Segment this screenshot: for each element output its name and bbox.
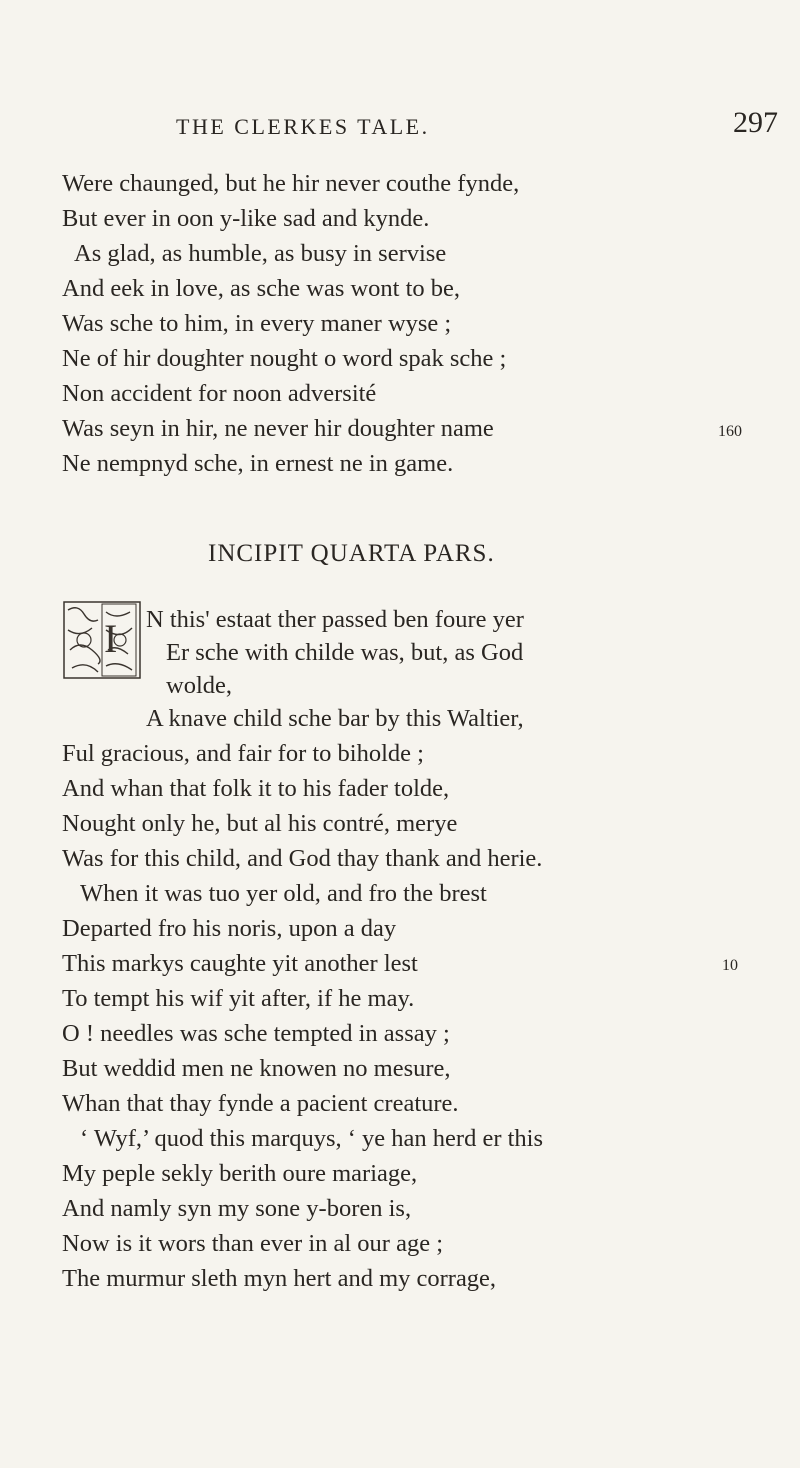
- verse-line: And eek in love, as sche was wont to be,: [62, 275, 461, 302]
- verse-line: Nought only he, but al his contré, merye: [62, 810, 458, 837]
- page-number: 297: [733, 106, 778, 139]
- line-number: 10: [722, 957, 738, 974]
- verse-line: And namly syn my sone y-boren is,: [62, 1195, 412, 1222]
- verse-line: Er sche with childe was, but, as God: [166, 639, 524, 666]
- verse-line: Was for this child, and God thay thank and herie.: [62, 845, 543, 872]
- verse-line: My peple sekly berith oure mariage,: [62, 1160, 418, 1187]
- verse-line: ‘ Wyf,’ quod this marquys, ‘ ye han herd er this: [80, 1125, 544, 1152]
- verse-line: Was sche to him, in every maner wyse ;: [62, 310, 452, 337]
- verse-line: As glad, as humble, as busy in servise: [74, 240, 447, 267]
- initial-letter: I: [104, 616, 118, 661]
- verse-line: This markys caughte yit another lest: [62, 950, 418, 977]
- verse-line: Ful gracious, and fair for to biholde ;: [62, 740, 424, 767]
- decorated-initial: [62, 600, 142, 680]
- verse-line: But ever in oon y-like sad and kynde.: [62, 205, 430, 232]
- verse-line: The murmur sleth myn hert and my corrage,: [62, 1265, 497, 1292]
- running-title: THE CLERKES TALE.: [176, 114, 430, 139]
- verse-line: To tempt his wif yit after, if he may.: [62, 985, 415, 1012]
- verse-line: Now is it wors than ever in al our age ;: [62, 1230, 444, 1257]
- verse-line: A knave child sche bar by this Waltier,: [146, 705, 524, 732]
- verse-line: wolde,: [166, 672, 232, 699]
- verse-line: Ne of hir doughter nought o word spak sche ;: [62, 345, 507, 372]
- verse-line: Departed fro his noris, upon a day: [62, 915, 397, 942]
- section-heading: INCIPIT QUARTA PARS.: [208, 540, 495, 567]
- verse-line: Ne nempnyd sche, in ernest ne in game.: [62, 450, 454, 477]
- verse-line: When it was tuo yer old, and fro the brest: [80, 880, 487, 907]
- verse-line: Non accident for noon adversité: [62, 380, 377, 407]
- line-number: 160: [718, 423, 742, 440]
- verse-line: Whan that thay fynde a pacient creature.: [62, 1090, 459, 1117]
- verse-line: O ! needles was sche tempted in assay ;: [62, 1020, 450, 1047]
- verse-line: And whan that folk it to his fader tolde,: [62, 775, 450, 802]
- verse-line: Were chaunged, but he hir never couthe fynde,: [62, 170, 520, 197]
- verse-line: Was seyn in hir, ne never hir doughter name: [62, 415, 494, 442]
- page-header: [0, 106, 800, 142]
- verse-line: But weddid men ne knowen no mesure,: [62, 1055, 451, 1082]
- verse-line: N this' estaat ther passed ben foure yer: [146, 606, 524, 633]
